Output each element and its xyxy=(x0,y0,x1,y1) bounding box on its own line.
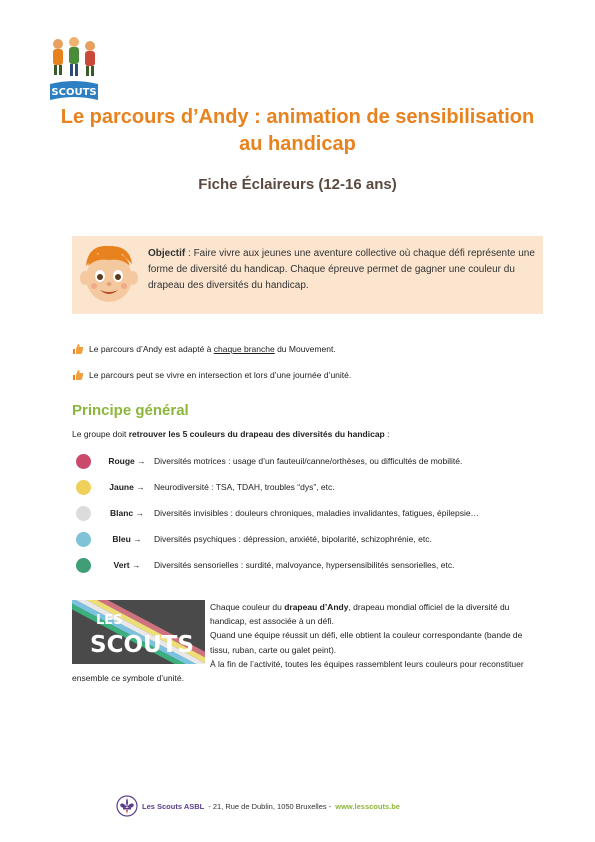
color-name: Blanc → xyxy=(109,508,144,518)
page-subtitle: Fiche Éclaireurs (12-16 ans) xyxy=(198,176,397,193)
objective-text xyxy=(148,246,536,294)
color-description: Diversités invisibles : douleurs chroniques, maladies invalidantes, fatigues, épilepsie… xyxy=(154,508,480,518)
color-name: Rouge → xyxy=(108,456,146,466)
svg-text:SCOUTS: SCOUTS xyxy=(51,87,97,98)
color-description: Diversités psychiques : dépression, anxiété, bipolarité, schizophrénie, etc. xyxy=(154,534,432,544)
color-description: Diversités motrices : usage d’un fauteuil/canne/orthèses, ou difficultés de mobilité. xyxy=(154,456,463,466)
section-heading-principe: Principe général xyxy=(72,402,189,419)
footer-address: - 21, Rue de Dublin, 1050 Bruxelles - xyxy=(208,801,332,811)
principle-intro xyxy=(72,429,389,439)
color-name: Vert → xyxy=(113,560,141,570)
footer xyxy=(116,795,516,817)
footer-website-link[interactable]: www.lesscouts.be xyxy=(335,801,400,811)
color-row-blanc xyxy=(72,504,552,526)
intro-text: Le groupe doit xyxy=(72,429,129,439)
objective-label: Objectif xyxy=(148,248,186,259)
flag-description xyxy=(72,600,542,685)
blue-dot-icon xyxy=(76,532,91,547)
tip-intersection xyxy=(72,369,351,381)
tip-text-after: du Mouvement. xyxy=(274,344,336,354)
tip-text: Le parcours peut se vivre en intersection et lors d’une journée d’unité. xyxy=(89,370,352,380)
intro-text-after: : xyxy=(384,429,390,439)
thumbs-up-icon xyxy=(72,343,84,355)
footer-org: Les Scouts ASBL xyxy=(142,801,205,811)
flag-text: Quand une équipe réussit un défi, elle obtient la couleur correspondante (bande de tissu, ruban, carte ou galet peint). xyxy=(210,630,523,655)
color-name: Bleu → xyxy=(112,534,142,544)
white-dot-icon xyxy=(76,506,91,521)
tip-text: Le parcours d’Andy est adapté à xyxy=(89,344,214,354)
svg-text:SCOUTS: SCOUTS xyxy=(90,632,194,658)
flag-text-bold: drapeau d’Andy xyxy=(284,602,349,612)
andy-face-icon xyxy=(72,238,146,312)
yellow-dot-icon xyxy=(76,480,91,495)
page-title: Le parcours d’Andy : animation de sensibilisation au handicap xyxy=(60,106,535,155)
thumbs-up-icon xyxy=(72,369,84,381)
color-row-vert xyxy=(72,556,552,578)
color-name: Jaune → xyxy=(109,482,145,492)
green-dot-icon xyxy=(76,558,91,573)
objective-box xyxy=(72,236,543,314)
color-row-bleu xyxy=(72,530,552,552)
color-row-jaune xyxy=(72,478,552,500)
red-dot-icon xyxy=(76,454,91,469)
color-row-rouge xyxy=(72,452,552,474)
svg-text:LES: LES xyxy=(96,613,123,628)
color-description: Diversités sensorielles : surdité, malvoyance, hypersensibilités sensorielles, etc. xyxy=(154,560,455,570)
flag-text-end: À la fin de l’activité, toutes les équipes rassemblent leurs couleurs pour reconstituer ensemble ce symbole d’unité. xyxy=(72,658,524,684)
intro-bold-text: retrouver les 5 couleurs du drapeau des diversités du handicap xyxy=(128,429,385,439)
tip-link-chaque-branche[interactable]: chaque branche xyxy=(213,344,275,354)
tip-branches xyxy=(72,343,336,355)
color-description: Neurodiversité : TSA, TDAH, troubles “dys”, etc. xyxy=(154,482,335,492)
objective-description: : Faire vivre aux jeunes une aventure collective où chaque défi représente une forme de diversité du handicap. Chaque épreuve permet de gagner une couleur du drapeau des diversités du handicap. xyxy=(148,248,535,291)
fleur-de-lis-icon xyxy=(116,795,138,817)
les-scouts-logo xyxy=(44,34,104,106)
flag-text: Chaque couleur du xyxy=(210,602,285,612)
flag-text: , drapeau mondial officiel de la diversité du handicap, est associée à un défi. xyxy=(210,602,510,627)
